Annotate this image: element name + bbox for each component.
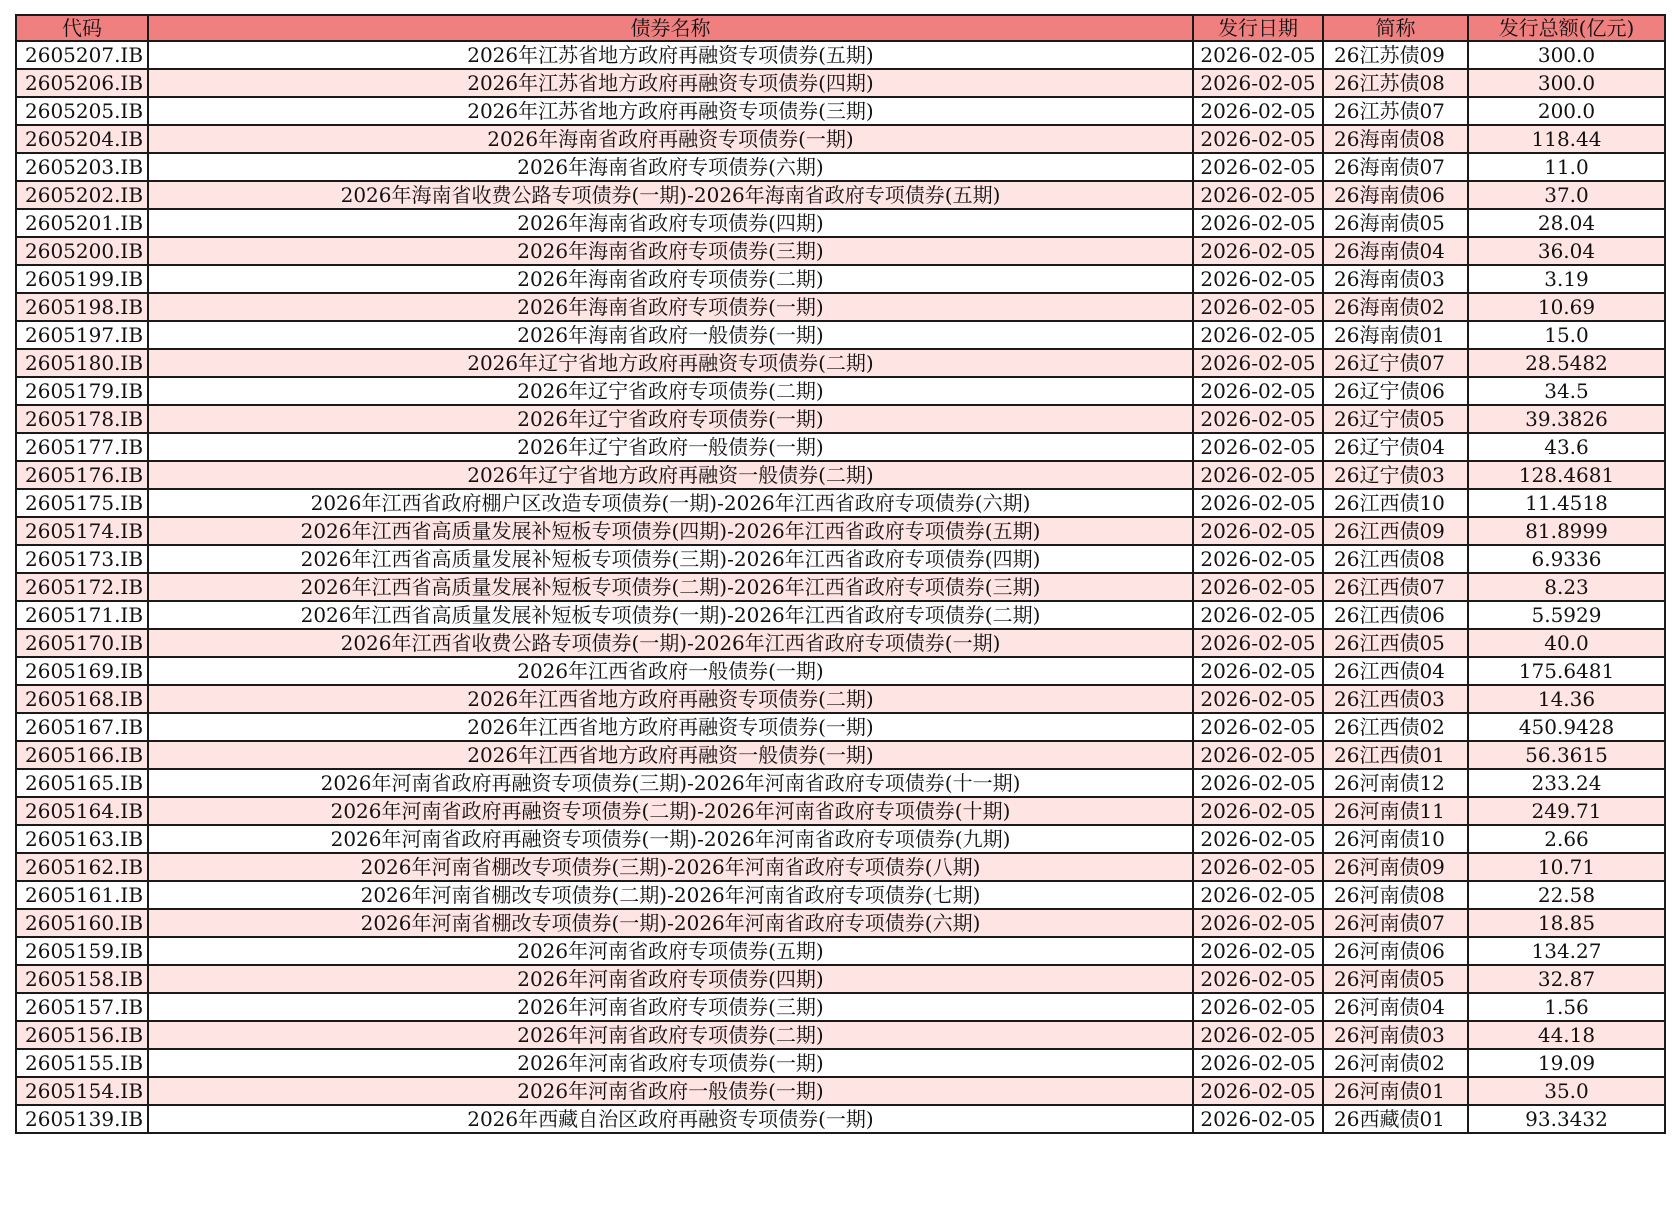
cell-total-amount: 249.71 — [1468, 797, 1665, 825]
cell-bond-name: 2026年江西省高质量发展补短板专项债券(四期)-2026年江西省政府专项债券(五期) — [148, 517, 1193, 545]
cell-total-amount: 28.04 — [1468, 209, 1665, 237]
cell-short-name: 26河南债10 — [1323, 825, 1468, 853]
cell-short-name: 26河南债02 — [1323, 1049, 1468, 1077]
cell-issue-date: 2026-02-05 — [1193, 237, 1323, 265]
table-row — [16, 769, 1665, 797]
cell-bond-name: 2026年江西省地方政府再融资专项债券(一期) — [148, 713, 1193, 741]
cell-bond-name: 2026年江西省高质量发展补短板专项债券(一期)-2026年江西省政府专项债券(二期) — [148, 601, 1193, 629]
table-row — [16, 853, 1665, 881]
cell-total-amount: 35.0 — [1468, 1077, 1665, 1105]
cell-issue-date: 2026-02-05 — [1193, 629, 1323, 657]
cell-issue-date: 2026-02-05 — [1193, 181, 1323, 209]
cell-code: 2605165.IB — [16, 769, 148, 797]
cell-bond-name: 2026年江西省政府棚户区改造专项债券(一期)-2026年江西省政府专项债券(六期) — [148, 489, 1193, 517]
cell-total-amount: 300.0 — [1468, 69, 1665, 97]
cell-total-amount: 32.87 — [1468, 965, 1665, 993]
cell-issue-date: 2026-02-05 — [1193, 573, 1323, 601]
cell-issue-date: 2026-02-05 — [1193, 545, 1323, 573]
table-row — [16, 1105, 1665, 1133]
cell-bond-name: 2026年河南省政府再融资专项债券(三期)-2026年河南省政府专项债券(十一期) — [148, 769, 1193, 797]
cell-issue-date: 2026-02-05 — [1193, 321, 1323, 349]
cell-bond-name: 2026年海南省政府专项债券(三期) — [148, 237, 1193, 265]
table-row — [16, 601, 1665, 629]
cell-short-name: 26辽宁债03 — [1323, 461, 1468, 489]
cell-bond-name: 2026年江苏省地方政府再融资专项债券(四期) — [148, 69, 1193, 97]
cell-total-amount: 40.0 — [1468, 629, 1665, 657]
table-row — [16, 713, 1665, 741]
cell-issue-date: 2026-02-05 — [1193, 1049, 1323, 1077]
table-row — [16, 125, 1665, 153]
cell-total-amount: 18.85 — [1468, 909, 1665, 937]
cell-short-name: 26河南债06 — [1323, 937, 1468, 965]
cell-issue-date: 2026-02-05 — [1193, 797, 1323, 825]
cell-code: 2605198.IB — [16, 293, 148, 321]
table-body — [16, 41, 1665, 1133]
table-row — [16, 629, 1665, 657]
cell-total-amount: 128.4681 — [1468, 461, 1665, 489]
cell-code: 2605176.IB — [16, 461, 148, 489]
cell-bond-name: 2026年河南省政府专项债券(五期) — [148, 937, 1193, 965]
table-row — [16, 825, 1665, 853]
cell-code: 2605199.IB — [16, 265, 148, 293]
cell-short-name: 26辽宁债06 — [1323, 377, 1468, 405]
cell-short-name: 26海南债05 — [1323, 209, 1468, 237]
cell-bond-name: 2026年河南省政府一般债券(一期) — [148, 1077, 1193, 1105]
cell-code: 2605180.IB — [16, 349, 148, 377]
table-row — [16, 405, 1665, 433]
cell-bond-name: 2026年河南省政府再融资专项债券(二期)-2026年河南省政府专项债券(十期) — [148, 797, 1193, 825]
cell-bond-name: 2026年辽宁省政府专项债券(二期) — [148, 377, 1193, 405]
cell-total-amount: 300.0 — [1468, 41, 1665, 69]
cell-bond-name: 2026年河南省政府专项债券(一期) — [148, 1049, 1193, 1077]
cell-code: 2605170.IB — [16, 629, 148, 657]
cell-short-name: 26海南债07 — [1323, 153, 1468, 181]
cell-short-name: 26江西债07 — [1323, 573, 1468, 601]
cell-short-name: 26海南债03 — [1323, 265, 1468, 293]
cell-code: 2605177.IB — [16, 433, 148, 461]
header-code: 代码 — [16, 15, 148, 41]
cell-issue-date: 2026-02-05 — [1193, 1021, 1323, 1049]
cell-short-name: 26江西债10 — [1323, 489, 1468, 517]
cell-bond-name: 2026年河南省棚改专项债券(三期)-2026年河南省政府专项债券(八期) — [148, 853, 1193, 881]
cell-issue-date: 2026-02-05 — [1193, 405, 1323, 433]
cell-total-amount: 1.56 — [1468, 993, 1665, 1021]
table-row — [16, 237, 1665, 265]
cell-bond-name: 2026年河南省政府专项债券(四期) — [148, 965, 1193, 993]
table-row — [16, 797, 1665, 825]
cell-code: 2605203.IB — [16, 153, 148, 181]
cell-code: 2605168.IB — [16, 685, 148, 713]
cell-code: 2605206.IB — [16, 69, 148, 97]
cell-total-amount: 8.23 — [1468, 573, 1665, 601]
cell-issue-date: 2026-02-05 — [1193, 881, 1323, 909]
cell-short-name: 26江西债02 — [1323, 713, 1468, 741]
cell-code: 2605205.IB — [16, 97, 148, 125]
cell-short-name: 26江苏债07 — [1323, 97, 1468, 125]
cell-issue-date: 2026-02-05 — [1193, 153, 1323, 181]
cell-short-name: 26河南债04 — [1323, 993, 1468, 1021]
table-row — [16, 965, 1665, 993]
cell-total-amount: 19.09 — [1468, 1049, 1665, 1077]
cell-short-name: 26河南债01 — [1323, 1077, 1468, 1105]
cell-short-name: 26江苏债09 — [1323, 41, 1468, 69]
cell-short-name: 26辽宁债07 — [1323, 349, 1468, 377]
cell-total-amount: 200.0 — [1468, 97, 1665, 125]
cell-issue-date: 2026-02-05 — [1193, 293, 1323, 321]
table-row — [16, 209, 1665, 237]
table-header — [16, 15, 1665, 41]
cell-issue-date: 2026-02-05 — [1193, 657, 1323, 685]
cell-total-amount: 3.19 — [1468, 265, 1665, 293]
cell-short-name: 26海南债01 — [1323, 321, 1468, 349]
table-row — [16, 153, 1665, 181]
cell-total-amount: 10.69 — [1468, 293, 1665, 321]
table-row — [16, 349, 1665, 377]
table-row — [16, 881, 1665, 909]
cell-bond-name: 2026年河南省棚改专项债券(二期)-2026年河南省政府专项债券(七期) — [148, 881, 1193, 909]
cell-bond-name: 2026年海南省政府专项债券(二期) — [148, 265, 1193, 293]
cell-issue-date: 2026-02-05 — [1193, 489, 1323, 517]
cell-code: 2605173.IB — [16, 545, 148, 573]
cell-code: 2605155.IB — [16, 1049, 148, 1077]
cell-total-amount: 37.0 — [1468, 181, 1665, 209]
cell-code: 2605154.IB — [16, 1077, 148, 1105]
cell-code: 2605162.IB — [16, 853, 148, 881]
cell-bond-name: 2026年江西省高质量发展补短板专项债券(三期)-2026年江西省政府专项债券(四期) — [148, 545, 1193, 573]
cell-issue-date: 2026-02-05 — [1193, 377, 1323, 405]
cell-total-amount: 118.44 — [1468, 125, 1665, 153]
header-row — [16, 15, 1665, 41]
table-row — [16, 1049, 1665, 1077]
table-row — [16, 461, 1665, 489]
header-total-amount: 发行总额(亿元) — [1468, 15, 1665, 41]
cell-total-amount: 44.18 — [1468, 1021, 1665, 1049]
cell-code: 2605178.IB — [16, 405, 148, 433]
cell-short-name: 26河南债12 — [1323, 769, 1468, 797]
table-row — [16, 993, 1665, 1021]
cell-short-name: 26河南债07 — [1323, 909, 1468, 937]
cell-total-amount: 93.3432 — [1468, 1105, 1665, 1133]
cell-code: 2605163.IB — [16, 825, 148, 853]
cell-total-amount: 43.6 — [1468, 433, 1665, 461]
cell-short-name: 26江西债06 — [1323, 601, 1468, 629]
table-row — [16, 69, 1665, 97]
cell-total-amount: 34.5 — [1468, 377, 1665, 405]
cell-code: 2605200.IB — [16, 237, 148, 265]
cell-code: 2605179.IB — [16, 377, 148, 405]
cell-total-amount: 14.36 — [1468, 685, 1665, 713]
cell-code: 2605202.IB — [16, 181, 148, 209]
cell-short-name: 26江西债05 — [1323, 629, 1468, 657]
cell-code: 2605160.IB — [16, 909, 148, 937]
cell-code: 2605204.IB — [16, 125, 148, 153]
cell-total-amount: 6.9336 — [1468, 545, 1665, 573]
cell-total-amount: 11.4518 — [1468, 489, 1665, 517]
cell-issue-date: 2026-02-05 — [1193, 741, 1323, 769]
cell-bond-name: 2026年江苏省地方政府再融资专项债券(三期) — [148, 97, 1193, 125]
cell-bond-name: 2026年海南省政府专项债券(四期) — [148, 209, 1193, 237]
cell-total-amount: 450.9428 — [1468, 713, 1665, 741]
cell-bond-name: 2026年江西省地方政府再融资一般债券(一期) — [148, 741, 1193, 769]
cell-bond-name: 2026年海南省政府专项债券(六期) — [148, 153, 1193, 181]
cell-code: 2605201.IB — [16, 209, 148, 237]
cell-short-name: 26江西债01 — [1323, 741, 1468, 769]
cell-short-name: 26河南债05 — [1323, 965, 1468, 993]
cell-total-amount: 15.0 — [1468, 321, 1665, 349]
cell-bond-name: 2026年辽宁省地方政府再融资专项债券(二期) — [148, 349, 1193, 377]
cell-short-name: 26河南债11 — [1323, 797, 1468, 825]
table-row — [16, 293, 1665, 321]
table-row — [16, 1021, 1665, 1049]
cell-short-name: 26海南债02 — [1323, 293, 1468, 321]
cell-issue-date: 2026-02-05 — [1193, 993, 1323, 1021]
cell-issue-date: 2026-02-05 — [1193, 265, 1323, 293]
cell-issue-date: 2026-02-05 — [1193, 41, 1323, 69]
cell-total-amount: 2.66 — [1468, 825, 1665, 853]
cell-bond-name: 2026年河南省政府专项债券(三期) — [148, 993, 1193, 1021]
table-row — [16, 657, 1665, 685]
cell-issue-date: 2026-02-05 — [1193, 349, 1323, 377]
cell-issue-date: 2026-02-05 — [1193, 69, 1323, 97]
cell-issue-date: 2026-02-05 — [1193, 769, 1323, 797]
cell-short-name: 26西藏债01 — [1323, 1105, 1468, 1133]
cell-bond-name: 2026年江西省政府一般债券(一期) — [148, 657, 1193, 685]
cell-short-name: 26河南债09 — [1323, 853, 1468, 881]
cell-short-name: 26江西债08 — [1323, 545, 1468, 573]
cell-issue-date: 2026-02-05 — [1193, 433, 1323, 461]
table-row — [16, 741, 1665, 769]
table-row — [16, 685, 1665, 713]
cell-total-amount: 22.58 — [1468, 881, 1665, 909]
table-row — [16, 489, 1665, 517]
cell-bond-name: 2026年海南省政府专项债券(一期) — [148, 293, 1193, 321]
cell-code: 2605157.IB — [16, 993, 148, 1021]
table-row — [16, 517, 1665, 545]
cell-bond-name: 2026年江西省收费公路专项债券(一期)-2026年江西省政府专项债券(一期) — [148, 629, 1193, 657]
header-issue-date: 发行日期 — [1193, 15, 1323, 41]
header-short-name: 简称 — [1323, 15, 1468, 41]
cell-code: 2605156.IB — [16, 1021, 148, 1049]
cell-code: 2605197.IB — [16, 321, 148, 349]
cell-code: 2605166.IB — [16, 741, 148, 769]
cell-bond-name: 2026年河南省政府专项债券(二期) — [148, 1021, 1193, 1049]
table-row — [16, 937, 1665, 965]
cell-total-amount: 11.0 — [1468, 153, 1665, 181]
cell-issue-date: 2026-02-05 — [1193, 1105, 1323, 1133]
cell-issue-date: 2026-02-05 — [1193, 1077, 1323, 1105]
cell-issue-date: 2026-02-05 — [1193, 909, 1323, 937]
table-row — [16, 265, 1665, 293]
cell-short-name: 26辽宁债05 — [1323, 405, 1468, 433]
cell-issue-date: 2026-02-05 — [1193, 965, 1323, 993]
cell-code: 2605171.IB — [16, 601, 148, 629]
cell-short-name: 26海南债06 — [1323, 181, 1468, 209]
cell-total-amount: 56.3615 — [1468, 741, 1665, 769]
cell-issue-date: 2026-02-05 — [1193, 125, 1323, 153]
cell-code: 2605175.IB — [16, 489, 148, 517]
cell-total-amount: 175.6481 — [1468, 657, 1665, 685]
cell-code: 2605174.IB — [16, 517, 148, 545]
cell-bond-name: 2026年辽宁省政府专项债券(一期) — [148, 405, 1193, 433]
cell-short-name: 26辽宁债04 — [1323, 433, 1468, 461]
cell-issue-date: 2026-02-05 — [1193, 97, 1323, 125]
table-row — [16, 909, 1665, 937]
cell-bond-name: 2026年河南省棚改专项债券(一期)-2026年河南省政府专项债券(六期) — [148, 909, 1193, 937]
cell-code: 2605161.IB — [16, 881, 148, 909]
cell-bond-name: 2026年江苏省地方政府再融资专项债券(五期) — [148, 41, 1193, 69]
cell-code: 2605172.IB — [16, 573, 148, 601]
cell-code: 2605159.IB — [16, 937, 148, 965]
table-row — [16, 41, 1665, 69]
table-row — [16, 377, 1665, 405]
cell-issue-date: 2026-02-05 — [1193, 209, 1323, 237]
cell-code: 2605139.IB — [16, 1105, 148, 1133]
cell-total-amount: 233.24 — [1468, 769, 1665, 797]
cell-issue-date: 2026-02-05 — [1193, 601, 1323, 629]
cell-bond-name: 2026年海南省政府一般债券(一期) — [148, 321, 1193, 349]
table-row — [16, 97, 1665, 125]
cell-short-name: 26江西债04 — [1323, 657, 1468, 685]
cell-code: 2605164.IB — [16, 797, 148, 825]
cell-issue-date: 2026-02-05 — [1193, 517, 1323, 545]
cell-short-name: 26海南债04 — [1323, 237, 1468, 265]
cell-code: 2605207.IB — [16, 41, 148, 69]
cell-issue-date: 2026-02-05 — [1193, 713, 1323, 741]
cell-short-name: 26河南债03 — [1323, 1021, 1468, 1049]
bond-issuance-table — [15, 14, 1666, 1134]
cell-short-name: 26江西债03 — [1323, 685, 1468, 713]
table-row — [16, 433, 1665, 461]
cell-issue-date: 2026-02-05 — [1193, 937, 1323, 965]
cell-bond-name: 2026年海南省收费公路专项债券(一期)-2026年海南省政府专项债券(五期) — [148, 181, 1193, 209]
cell-short-name: 26江西债09 — [1323, 517, 1468, 545]
cell-bond-name: 2026年辽宁省政府一般债券(一期) — [148, 433, 1193, 461]
cell-issue-date: 2026-02-05 — [1193, 825, 1323, 853]
cell-code: 2605158.IB — [16, 965, 148, 993]
cell-code: 2605167.IB — [16, 713, 148, 741]
cell-code: 2605169.IB — [16, 657, 148, 685]
cell-bond-name: 2026年辽宁省地方政府再融资一般债券(二期) — [148, 461, 1193, 489]
cell-short-name: 26江苏债08 — [1323, 69, 1468, 97]
cell-bond-name: 2026年海南省政府再融资专项债券(一期) — [148, 125, 1193, 153]
cell-issue-date: 2026-02-05 — [1193, 853, 1323, 881]
cell-short-name: 26河南债08 — [1323, 881, 1468, 909]
cell-total-amount: 134.27 — [1468, 937, 1665, 965]
cell-total-amount: 39.3826 — [1468, 405, 1665, 433]
cell-short-name: 26海南债08 — [1323, 125, 1468, 153]
table-row — [16, 321, 1665, 349]
cell-total-amount: 81.8999 — [1468, 517, 1665, 545]
cell-bond-name: 2026年河南省政府再融资专项债券(一期)-2026年河南省政府专项债券(九期) — [148, 825, 1193, 853]
table-row — [16, 573, 1665, 601]
cell-total-amount: 28.5482 — [1468, 349, 1665, 377]
table-row — [16, 181, 1665, 209]
header-bond-name: 债券名称 — [148, 15, 1193, 41]
cell-total-amount: 36.04 — [1468, 237, 1665, 265]
cell-issue-date: 2026-02-05 — [1193, 461, 1323, 489]
cell-total-amount: 5.5929 — [1468, 601, 1665, 629]
cell-bond-name: 2026年江西省高质量发展补短板专项债券(二期)-2026年江西省政府专项债券(三期) — [148, 573, 1193, 601]
table-row — [16, 545, 1665, 573]
cell-bond-name: 2026年西藏自治区政府再融资专项债券(一期) — [148, 1105, 1193, 1133]
cell-total-amount: 10.71 — [1468, 853, 1665, 881]
cell-bond-name: 2026年江西省地方政府再融资专项债券(二期) — [148, 685, 1193, 713]
table-row — [16, 1077, 1665, 1105]
cell-issue-date: 2026-02-05 — [1193, 685, 1323, 713]
